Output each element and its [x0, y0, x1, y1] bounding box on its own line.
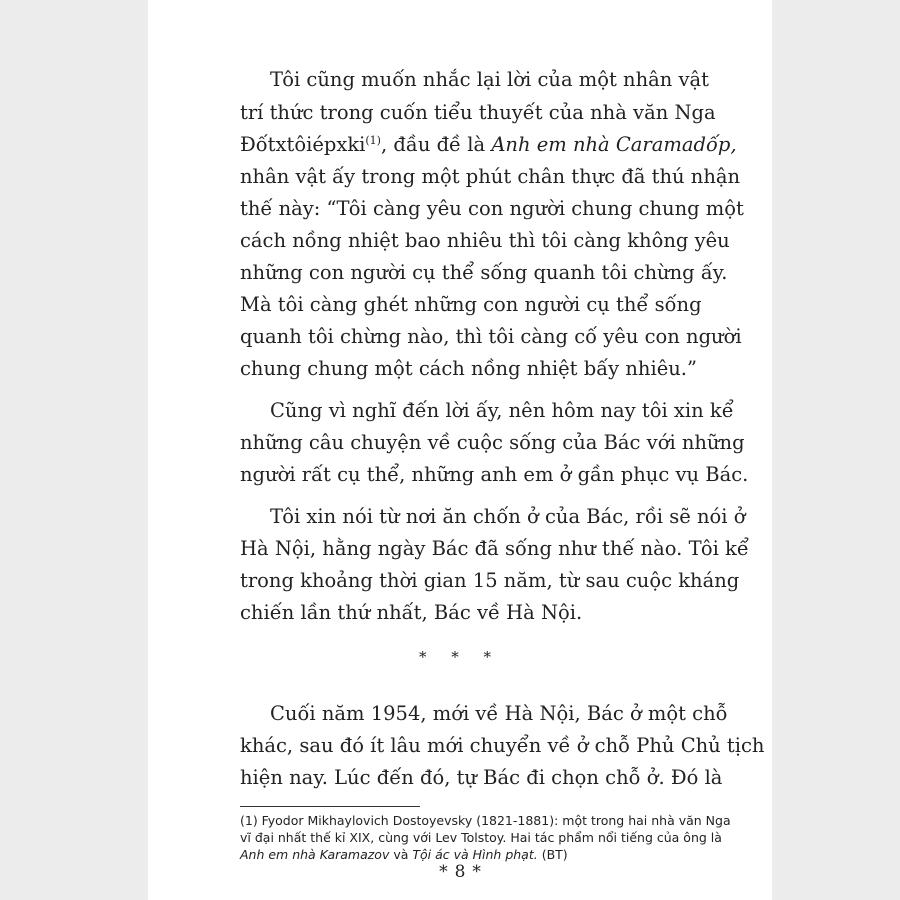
text-line: chiến lần thứ nhất, Bác về Hà Nội. [240, 601, 583, 624]
section-separator: * * * [418, 648, 502, 666]
text-fragment: (BT) [537, 847, 568, 862]
text-line: trí thức trong cuốn tiểu thuyết của nhà văn Nga [240, 101, 716, 124]
book-page [148, 0, 772, 900]
text-line [240, 133, 737, 156]
text-line: khác, sau đó ít lâu mới chuyển về ở chỗ Phủ Chủ tịch [240, 734, 765, 757]
text-line: Cũng vì nghĩ đến lời ấy, nên hôm nay tôi xin kể [270, 399, 734, 422]
footnote-reference: (1) [365, 134, 381, 147]
footnote-book-title: Anh em nhà Karamazov [240, 847, 390, 862]
footnote [240, 812, 731, 863]
text-line: Tôi xin nói từ nơi ăn chốn ở của Bác, rồi sẽ nói ở [270, 505, 746, 528]
text-fragment: và [389, 847, 413, 862]
text-line: người rất cụ thể, những anh em ở gần phục vụ Bác. [240, 463, 749, 486]
text-line: thế này: “Tôi càng yêu con người chung chung một [240, 197, 744, 220]
text-line: trong khoảng thời gian 15 năm, từ sau cuộc kháng [240, 569, 740, 592]
text-line: quanh tôi chừng nào, thì tôi càng cố yêu con người [240, 325, 742, 348]
text-line: những câu chuyện về cuộc sống của Bác với những [240, 431, 745, 454]
book-title: Anh em nhà Caramadốp, [491, 133, 737, 156]
page-number-value: 8 [454, 862, 466, 882]
text-line: Tôi cũng muốn nhắc lại lời của một nhân vật [270, 68, 710, 91]
text-line: chung chung một cách nồng nhiệt bấy nhiêu.” [240, 357, 697, 380]
text-line: Mà tôi càng ghét những con người cụ thể sống [240, 293, 702, 316]
text-line: nhân vật ấy trong một phút chân thực đã thú nhận [240, 165, 741, 188]
text-line: những con người cụ thể sống quanh tôi chừng ấy. [240, 261, 728, 284]
footnote-line: (1) Fyodor Mikhaylovich Dostoyevsky (1821-1881): một trong hai nhà văn Nga [240, 813, 731, 828]
star-icon: * [472, 862, 481, 882]
footnote-book-title: Tội ác và Hình phạt. [412, 847, 538, 862]
text-line: hiện nay. Lúc đến đó, tự Bác đi chọn chỗ ở. Đó là [240, 766, 723, 789]
text-line: Cuối năm 1954, mới về Hà Nội, Bác ở một chỗ [270, 702, 728, 725]
text-line: Hà Nội, hằng ngày Bác đã sống như thế nào. Tôi kể [240, 537, 749, 560]
text-line: cách nồng nhiệt bao nhiêu thì tôi càng không yêu [240, 229, 730, 252]
text-fragment: , đầu đề là [380, 133, 492, 156]
page-number [148, 862, 772, 882]
footnote-line: vĩ đại nhất thế kỉ XIX, cùng với Lev Tolstoy. Hai tác phẩm nổi tiếng của ông là [240, 830, 722, 845]
footnote-line [240, 846, 690, 863]
footnote-rule [240, 806, 420, 807]
author-name: Đốtxtôiépxki [240, 133, 366, 156]
star-icon: * [439, 862, 448, 882]
